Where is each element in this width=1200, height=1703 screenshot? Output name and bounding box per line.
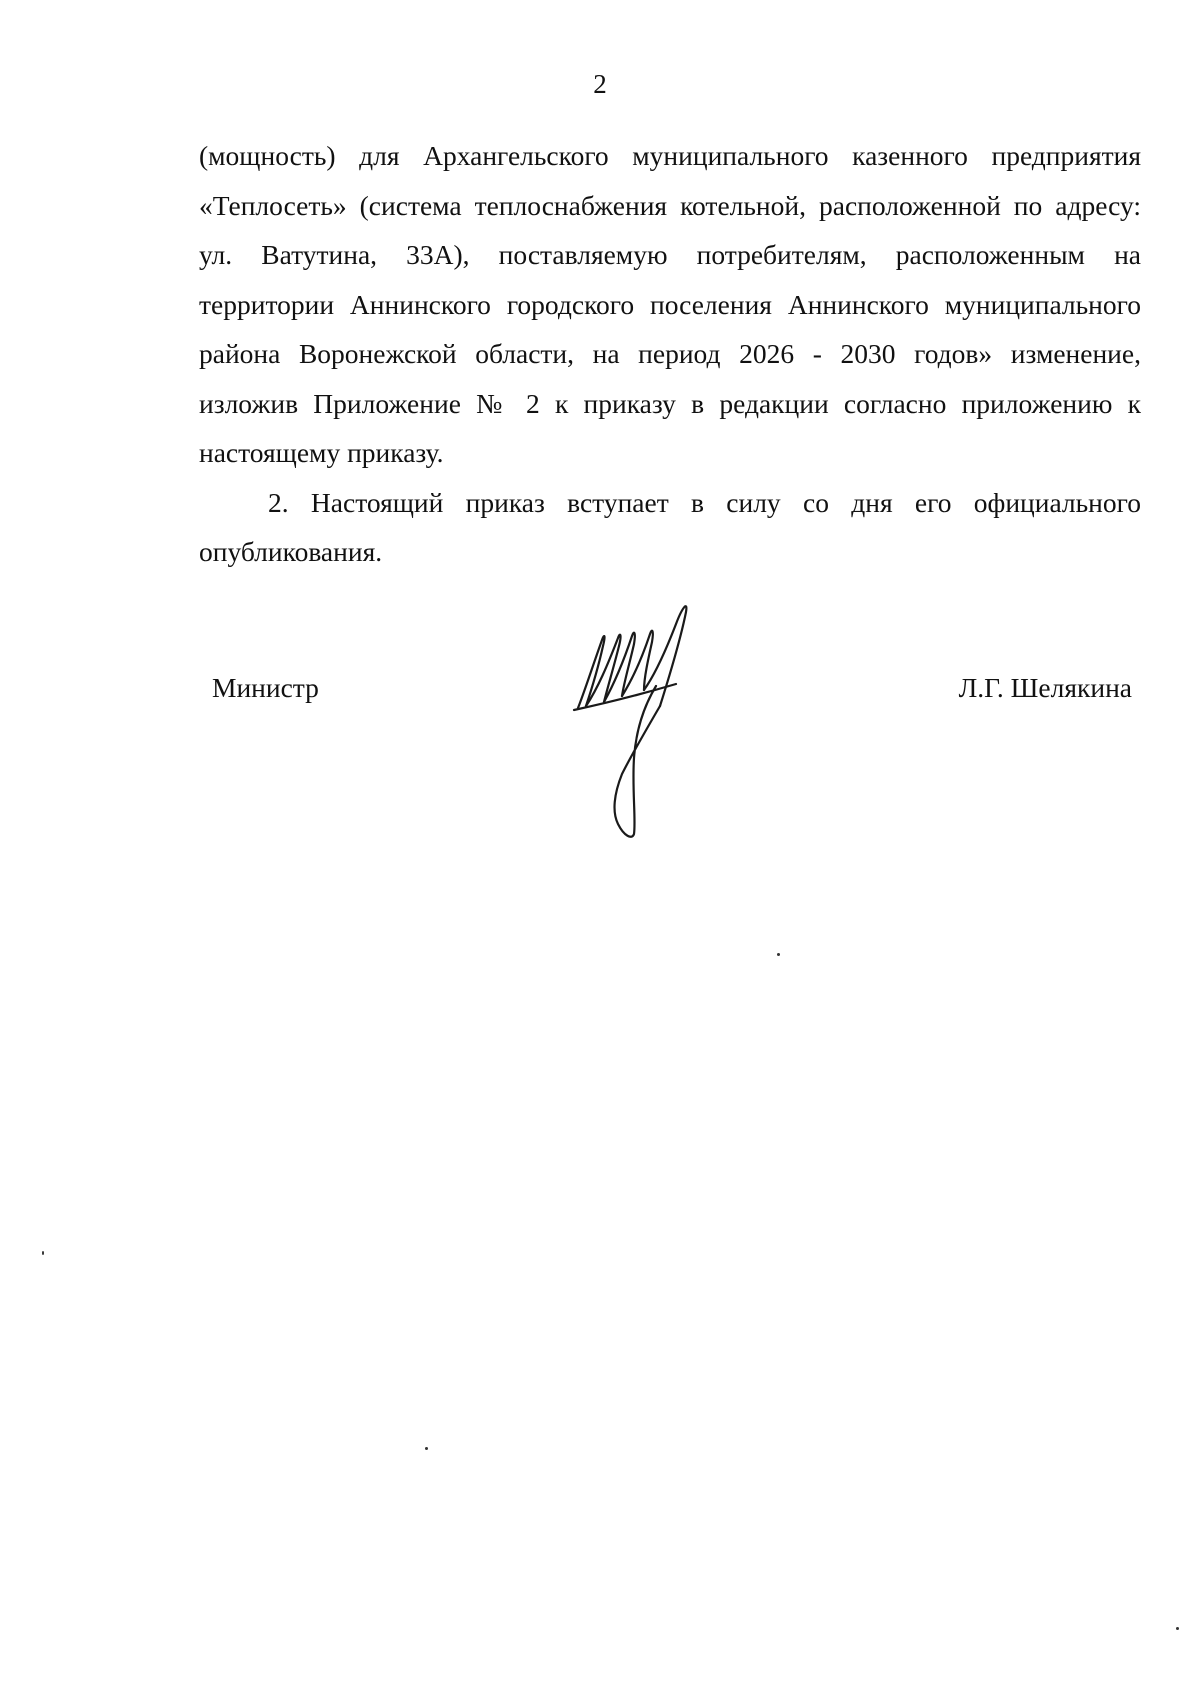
- paragraph-continuation: [199, 131, 1141, 478]
- page-number: 2: [593, 69, 607, 99]
- scan-speck: [42, 1251, 44, 1255]
- scan-speck: [425, 1447, 428, 1450]
- text-line: настоящему приказу.: [199, 437, 444, 468]
- text-line: 2. Настоящий приказ вступает в силу со дня его официального: [268, 486, 1141, 518]
- text-line: ул. Ватутина, 33А), поставляемую потребителям, расположенным на: [199, 239, 1141, 270]
- text-line: «Теплосеть» (система теплоснабжения котельной, расположенной по адресу:: [199, 189, 1141, 221]
- text-line: территории Аннинского городского поселения Аннинского муниципального: [199, 288, 1141, 320]
- text-line: района Воронежской области, на период 2026 - 2030 годов» изменение,: [199, 338, 1141, 369]
- signer-name: Л.Г. Шелякина: [958, 672, 1132, 703]
- scan-speck: [1176, 1627, 1179, 1630]
- document-body: [199, 131, 1141, 577]
- scan-speck: [777, 953, 780, 956]
- text-line: изложив Приложение № 2 к приказу в редакции согласно приложению к: [199, 387, 1141, 419]
- text-line: опубликования.: [199, 536, 383, 567]
- text-line: (мощность) для Архангельского муниципального казенного предприятия: [199, 140, 1141, 171]
- signer-position: Министр: [212, 672, 319, 703]
- paragraph-item-2: [199, 478, 1141, 577]
- handwritten-signature: [572, 598, 712, 848]
